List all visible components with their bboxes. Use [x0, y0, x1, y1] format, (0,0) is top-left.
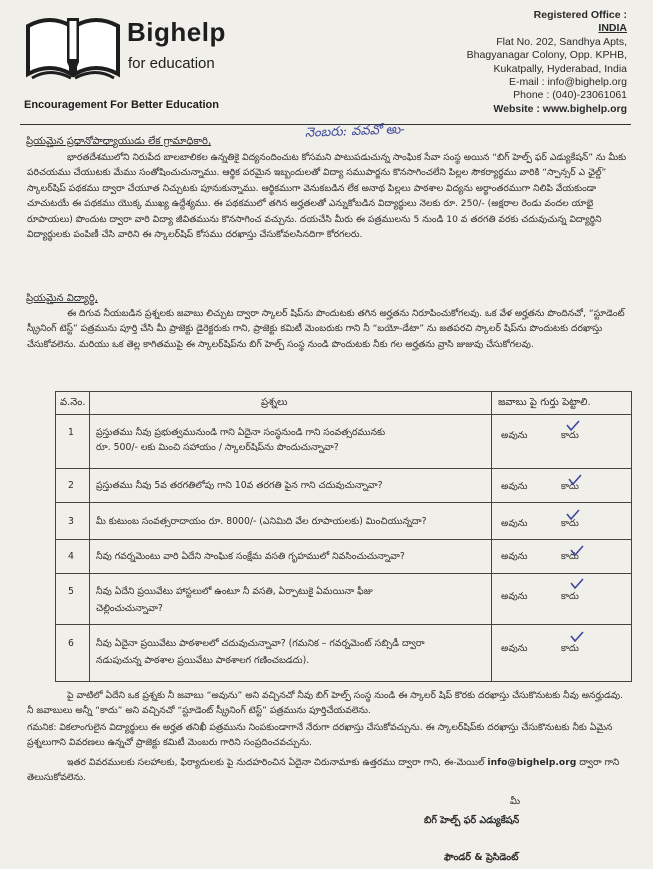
question-text: నీవు ఏదేని ప్రయివేటు హాస్టలులో ఉంటూ నీ వసతి, ఏర్పాటుకై ఏమయినా ఫీజు — [96, 586, 373, 597]
check-mark-icon — [570, 578, 584, 589]
answer-no: కాదు — [561, 643, 579, 654]
answer-no: కాదు — [561, 591, 579, 602]
intro-paragraph: భారతదేశములోని నిరుపేద బాలబాలికల ఉన్నతికై విద్యనందించుట కోసమని పాటుపడుచున్న సాంఘిక సేవా సంస్థ అయిన “బిగ్ హెల్ప్ ఫర్ ఎడ్యుకేషన్” ను మీకు పరిచయము చేయుటకు మేము సంతోషించుచున్నాము. ఆర్థిక పరమైన ఇబ్బందులతో విద్యా సముపార్జను కొనసాగించలేని పిల్లల సౌకర్యార్థము వారికి “స్పాన్సర్ ఎ ఛైల్డ్” స్కాలర్‌షిప్ పథకము ద్వారా చేయూత నిచ్చుటకు పూనుకున్నాము. ఆర్థికముగా వెనుకబడిన లేక అనాథ పిల్లలు పాఠశాల విద్యను అర్థాంతరముగా నిలిపి వేయకుండా చూచుటయే ఈ పథకము యొక్క ముఖ్య ఉద్దేశ్యము. ఈ పథకములో తగిన అర్హతలతో ఎన్నుకోబడిన విద్యార్థులు నెలకు రూ. 250/- (అక్షరాల రెండు వందల యాభై రూపాయలు) పొందుట ద్వారా వారి విద్యా జీవితమును కొనసాగించ వచ్చును. దయచేసి మీరు ఈ పత్రములను 5 నుండి 10 వ తరగతి వరకు చదువుచున్న విద్యార్థిని విద్యార్థులకు పంపిణీ చేసి వారిని ఈ స్కాలర్‌షిప్ కోసము దరఖాస్తు చేసుకోవలసినదిగా కోరగలరు. — [27, 152, 627, 241]
note-paragraph: గమనిక: వికలాంగులైన విద్యార్థులు ఈ అర్హత తనిఖీ పత్రమును నింపకుండాగానే నేరుగా దరఖాస్తు చేసుకోవచ్చును. ఈ స్కాలర్‌షిప్‌కు దరఖాస్తు చేసుకొనుటకు నీకు ఏమైన ప్రశ్నలుగాని వివరణలు ఉన్నచో ప్రాజెక్టు కమిటీ మెంబరు గారిని సంప్రదించవచ్చును. — [27, 722, 613, 748]
check-mark-icon — [566, 509, 580, 520]
office-website: Website : www.bighelp.org — [493, 102, 627, 115]
question-text: నీవు గవర్నమెంటు వారి ఏదేని సాంఘిక సంక్షేమ వసతి గృహములో నివసించుచున్నావా? — [96, 551, 405, 562]
question-text: మీ కుటుంబ సంవత్సరాదాయం రూ. 8000/- (ఎనిమిది వేల రూపాయలకు) మించియున్నదా? — [96, 516, 427, 527]
office-phone: Phone : (040)-23061061 — [513, 89, 627, 102]
question-text: ప్రస్తుతము నీవు 5వ తరగతిలోపు గాని 10వ తరగతి పైన గాని చదువుచున్నావా? — [96, 480, 383, 491]
office-country: INDIA — [598, 22, 627, 35]
contact-text-end: ద్వారా గాని తెలుసుకోవలెను. — [27, 757, 620, 783]
header-questions: ప్రశ్నలు — [261, 397, 288, 408]
row-number: 2 — [68, 480, 74, 491]
check-mark-icon — [570, 631, 584, 642]
contact-text: ఇతర వివరములకు సలహాలకు, ఫిర్యాదులకు పై నుదహరించిన ఏదైనా చిరునామాకు ఉత్తరము ద్వారా గాని, ఈ-మెయిల్ — [67, 757, 485, 768]
registered-office-block — [467, 9, 627, 116]
header-answer: జవాబు పై గుర్తు పెట్టాలి. — [498, 397, 591, 408]
question-text: నడుపుచున్న పాఠశాల ప్రయివేటు పాఠశాలగ గణించబడదు). — [96, 655, 310, 666]
answer-yes: అవును — [501, 481, 528, 492]
row-number: 4 — [68, 551, 74, 562]
answer-no: కాదు — [561, 518, 579, 529]
tagline: Encouragement For Better Education — [24, 99, 219, 111]
row-number: 5 — [68, 586, 74, 597]
answer-yes: అవును — [501, 591, 528, 602]
office-address-line: Flat No. 202, Sandhya Apts, — [496, 35, 627, 48]
closing-organization: బిగ్ హెల్ప్ ఫర్ ఎడ్యుకేషన్ — [424, 815, 520, 826]
answer-yes: అవును — [501, 430, 528, 441]
eligibility-table — [55, 391, 632, 682]
answer-yes: అవును — [501, 551, 528, 562]
office-address-line: Bhagyanagar Colony, Opp. KPHB, — [466, 49, 627, 62]
book-pencil-logo-icon — [24, 12, 122, 82]
row-number: 6 — [68, 638, 74, 649]
answer-no: కాదు — [561, 551, 579, 562]
row-number: 1 — [68, 427, 74, 438]
brand-subtitle: for education — [128, 55, 215, 72]
closing-yours: మీ — [510, 796, 521, 807]
result-paragraph: పై వాటిలో ఏదేని ఒక ప్రశ్నకు నీ జవాబు “అవును” అని వచ్చినచో నీవు బిగ్ హెల్ప్ సంస్థ నుండి ఈ స్కాలర్ షిప్ కొరకు దరఖాస్తు చేసుకొనుటకు నీవు అనర్హుడవు. నీ జవాబులు అన్నీ “కాదు” అని వచ్చినచో “స్టూడెంట్ స్క్రీనింగ్ టెస్ట్” పత్రమును పూర్తిచేయవలెను. — [27, 690, 624, 716]
question-text: రూ. 500/- లకు మించి సహాయం / స్కాలర్‌షిప్‌ను పొందుచున్నావా? — [96, 442, 339, 453]
check-mark-icon — [566, 420, 580, 431]
check-mark-icon — [568, 474, 582, 485]
office-email: E-mail : info@bighelp.org — [508, 76, 627, 89]
handwritten-note: నెంబరు: వవవో అు- — [304, 122, 406, 141]
answer-yes: అవును — [501, 518, 528, 529]
check-mark-icon — [570, 545, 584, 556]
salutation-student: ప్రియమైన విద్యార్థి, — [26, 293, 98, 304]
question-text: చెల్లించుచున్నావా? — [96, 603, 163, 614]
office-address-line: Kukatpally, Hyderabad, India — [493, 62, 627, 75]
row-number: 3 — [68, 516, 74, 527]
answer-no: కాదు — [561, 430, 579, 441]
office-title: Registered Office : — [533, 9, 627, 21]
student-paragraph: ఈ దిగువ నీయబడిన ప్రశ్నలకు జవాబు లిచ్చుట ద్వారా స్కాలర్ షిప్‌ను పొందుటకు తగిన అర్హతను నిరూపించుకోగలవు. ఒక వేళ అర్హతను పొందినచో, “స్టూడెంట్ స్క్రీనింగ్ టెస్ట్” పత్రమును పూర్తి చేసి మీ ప్రాజెక్టు డైరెక్టరుకు గాని, ప్రాజెక్టు కమిటీ మెంబరుకు గాని నీ “బయో-డేటా” ను జతపరచి స్కాలర్ షిప్‌ను పొందుటకు దరఖాస్తు చేసుకోవలెను. మరియు ఒక తెల్ల కాగితముపై ఈ స్కాలర్‌షిప్‌ను బిగ్ హెల్ప్ సంస్థ నుండి పొందుటకు నీకు గల అర్హతను వ్రాసి జుజువు చేసుకోగలవు. — [27, 308, 625, 350]
contact-paragraph — [27, 756, 629, 785]
contact-email: info@bighelp.org — [487, 757, 577, 768]
question-text: ప్రస్తుతము నీవు ప్రభుత్వమునుండి గాని ఏదైనా సంస్థనుండి గాని సంవత్సరమునకు — [96, 427, 386, 438]
question-text: నీవు ఏదైనా ప్రయివేటు పాఠశాలలో చదువుచున్నావా? (గమనిక – గవర్నమెంట్ సబ్సిడీ ద్వారా — [96, 638, 425, 649]
header-serial: వ.నెం. — [60, 397, 86, 408]
brand-name: Bighelp — [127, 17, 226, 47]
salutation-headmaster: ప్రియమైన ప్రధానోపాధ్యాయుడు లేక గ్రామాధికారి, — [26, 136, 212, 147]
answer-no: కాదు — [561, 481, 579, 492]
closing-designation: ఫౌండర్ & ప్రెసిడెంట్ — [444, 852, 519, 863]
answer-yes: అవును — [501, 643, 528, 654]
